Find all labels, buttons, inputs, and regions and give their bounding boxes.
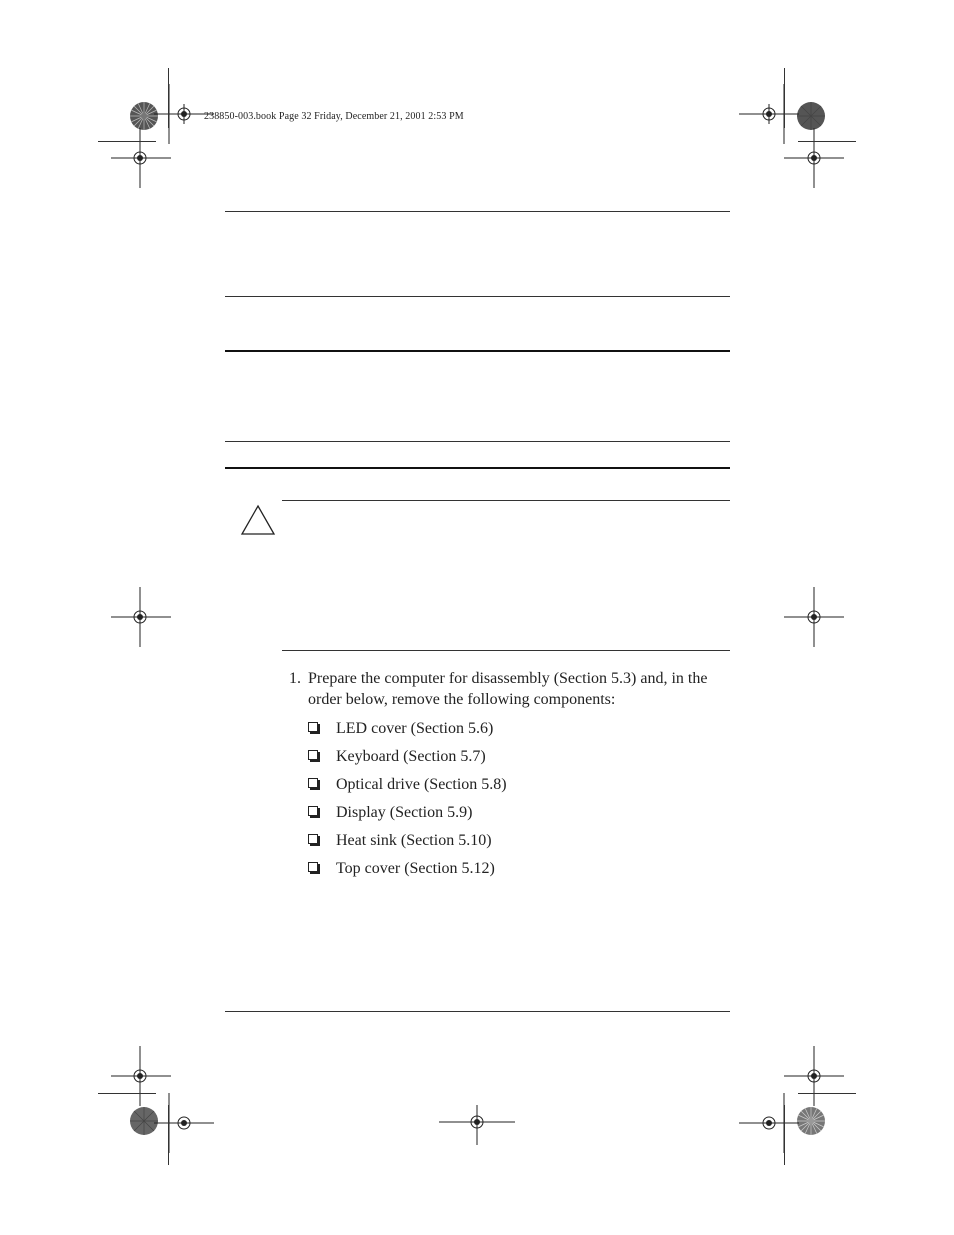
registration-crosshair-icon bbox=[439, 1105, 515, 1145]
registration-crosshair-icon bbox=[111, 587, 171, 647]
registration-crosshair-icon bbox=[784, 128, 844, 188]
component-label: LED cover (Section 5.6) bbox=[336, 720, 494, 737]
caution-top-rule bbox=[282, 500, 730, 501]
registration-crosshair-icon bbox=[154, 1093, 214, 1153]
section-rule-heavy bbox=[225, 350, 730, 352]
registration-starburst-icon bbox=[796, 101, 826, 131]
checkbox-bullet-icon bbox=[308, 778, 318, 788]
step-text: Prepare the computer for disassembly (Section 5.3) and, in the order below, remove the following components: bbox=[308, 670, 708, 708]
crop-line bbox=[784, 68, 785, 128]
section-rule bbox=[225, 441, 730, 442]
component-label: Display (Section 5.9) bbox=[336, 804, 473, 821]
print-header: 238850-003.book Page 32 Friday, December 21, 2001 2:53 PM bbox=[204, 111, 464, 122]
list-item bbox=[306, 858, 507, 886]
caution-bottom-rule bbox=[282, 650, 730, 651]
component-label: Heat sink (Section 5.10) bbox=[336, 832, 492, 849]
list-item bbox=[306, 718, 507, 746]
checkbox-bullet-icon bbox=[308, 750, 318, 760]
step-number: 1. bbox=[289, 670, 301, 687]
warning-triangle-icon bbox=[240, 504, 276, 536]
list-item bbox=[306, 830, 507, 858]
registration-starburst-icon bbox=[796, 1106, 826, 1136]
section-rule bbox=[225, 296, 730, 297]
checkbox-bullet-icon bbox=[308, 834, 318, 844]
crop-line bbox=[784, 1105, 785, 1165]
crop-line bbox=[168, 68, 169, 128]
list-item bbox=[306, 746, 507, 774]
crop-line bbox=[798, 141, 856, 142]
checkbox-bullet-icon bbox=[308, 722, 318, 732]
checkbox-bullet-icon bbox=[308, 862, 318, 872]
crop-line bbox=[98, 1093, 156, 1094]
registration-crosshair-icon bbox=[739, 1093, 799, 1153]
section-rule-heavy bbox=[225, 467, 730, 469]
top-rule bbox=[225, 211, 730, 212]
crop-line bbox=[168, 1105, 169, 1165]
component-label: Optical drive (Section 5.8) bbox=[336, 776, 507, 793]
registration-crosshair-icon bbox=[784, 587, 844, 647]
list-item bbox=[306, 802, 507, 830]
list-item bbox=[306, 774, 507, 802]
crop-line bbox=[798, 1093, 856, 1094]
bottom-rule bbox=[225, 1011, 730, 1012]
checkbox-bullet-icon bbox=[308, 806, 318, 816]
component-label: Top cover (Section 5.12) bbox=[336, 860, 495, 877]
component-label: Keyboard (Section 5.7) bbox=[336, 748, 486, 765]
crop-line bbox=[98, 141, 156, 142]
component-list bbox=[306, 718, 507, 886]
registration-crosshair-icon bbox=[111, 128, 171, 188]
procedure-step bbox=[289, 668, 729, 710]
